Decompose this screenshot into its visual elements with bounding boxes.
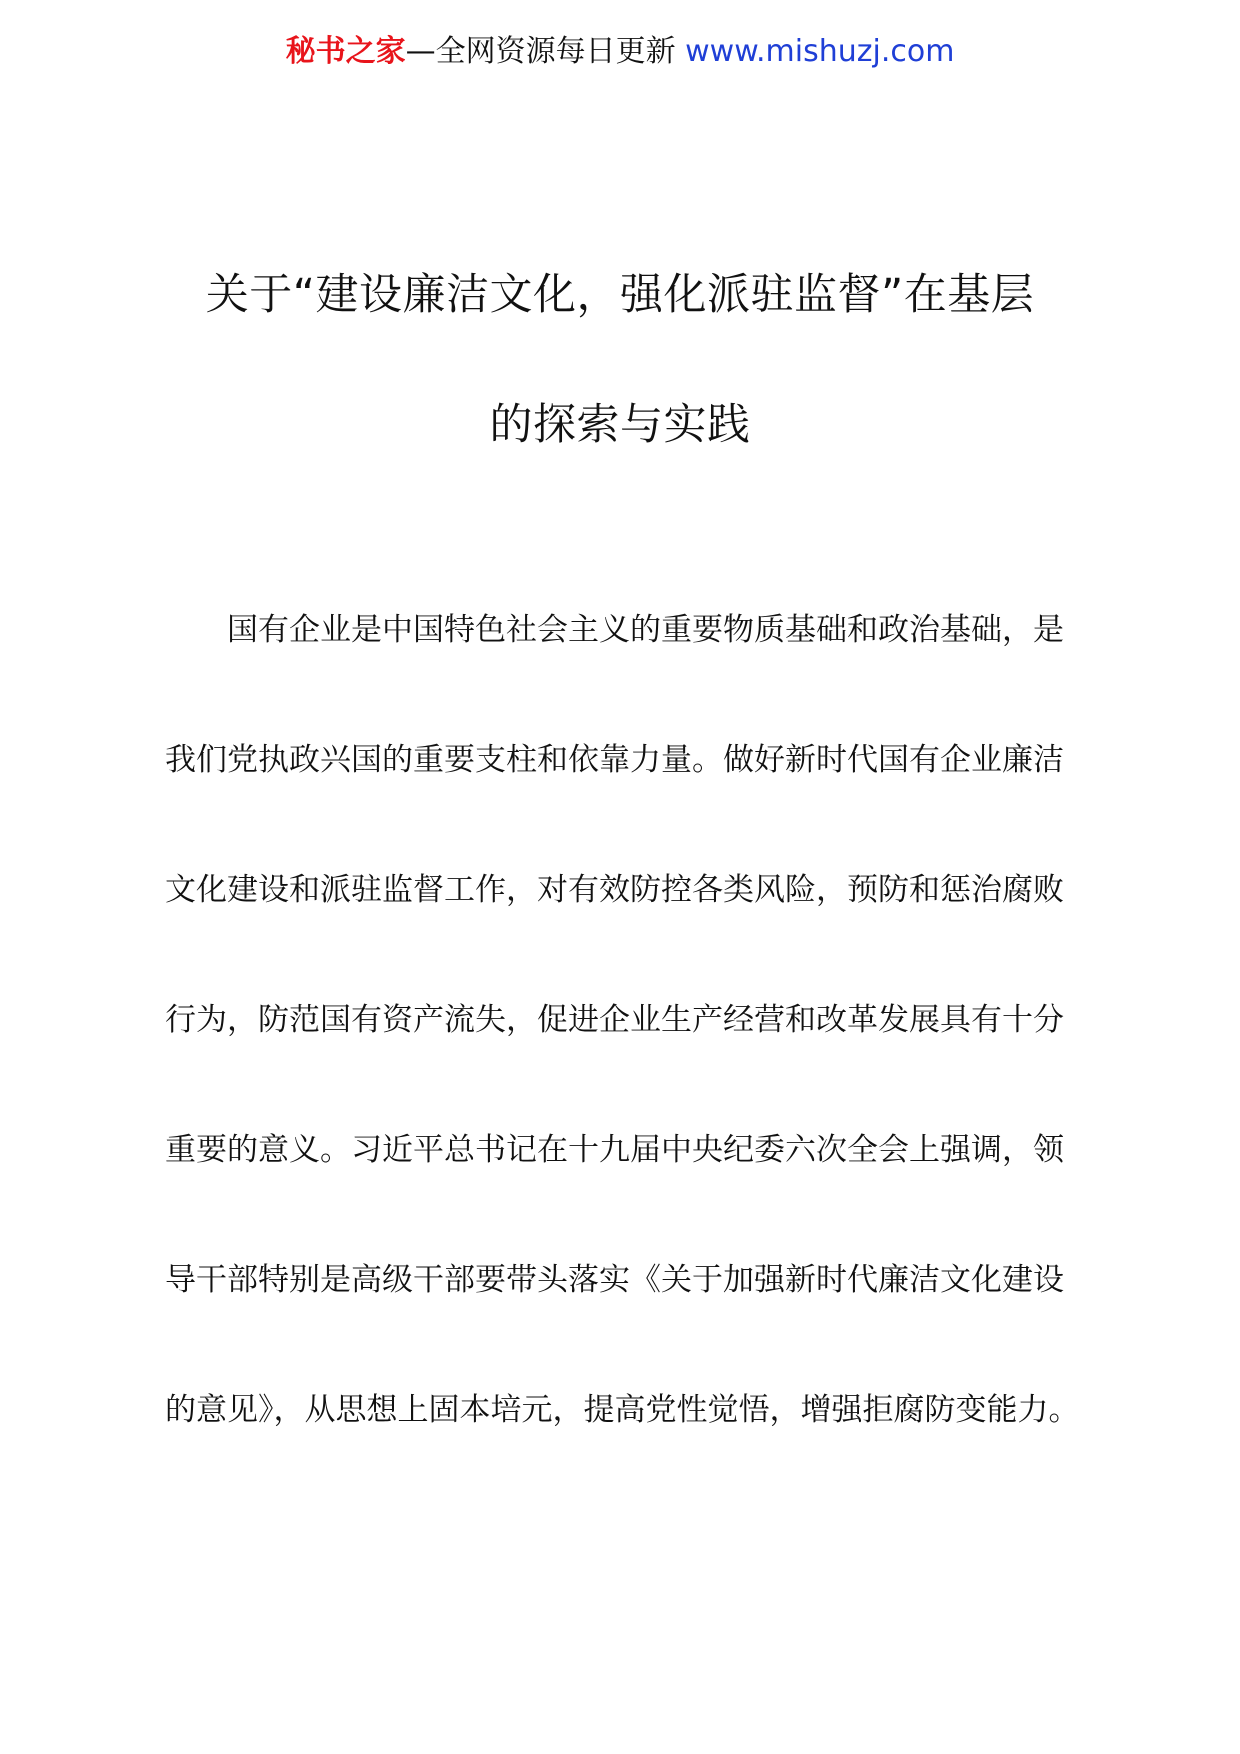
paragraph-line: 国有企业是中国特色社会主义的重要物质基础和政治基础，是 [227,612,1064,648]
page-header [0,30,1240,74]
site-name: 秘书之家 [285,34,406,69]
document-body [165,565,1095,1475]
paragraph-line: 文化建设和派驻监督工作，对有效防控各类风险，预防和惩治腐败 [165,872,1064,908]
paragraph-line: 重要的意义。习近平总书记在十九届中央纪委六次全会上强调，领 [165,1132,1064,1168]
paragraph-line: 的意见》，从思想上固本培元，提高党性觉悟，增强拒腐防变能力。 [165,1392,1080,1428]
paragraph-line: 我们党执政兴国的重要支柱和依靠力量。做好新时代国有企业廉洁 [165,742,1064,778]
site-url-link[interactable]: www.mishuzj.com [685,34,955,69]
paragraph-line: 导干部特别是高级干部要带头落实《关于加强新时代廉洁文化建设 [165,1262,1064,1298]
title-line: 的探索与实践 [489,400,751,450]
paragraph-line: 行为，防范国有资产流失，促进企业生产经营和改革发展具有十分 [165,1002,1064,1038]
document-title [165,230,1075,490]
site-slogan: —全网资源每日更新 [405,34,676,69]
title-line: 关于“建设廉洁文化，强化派驻监督”在基层 [205,270,1035,320]
